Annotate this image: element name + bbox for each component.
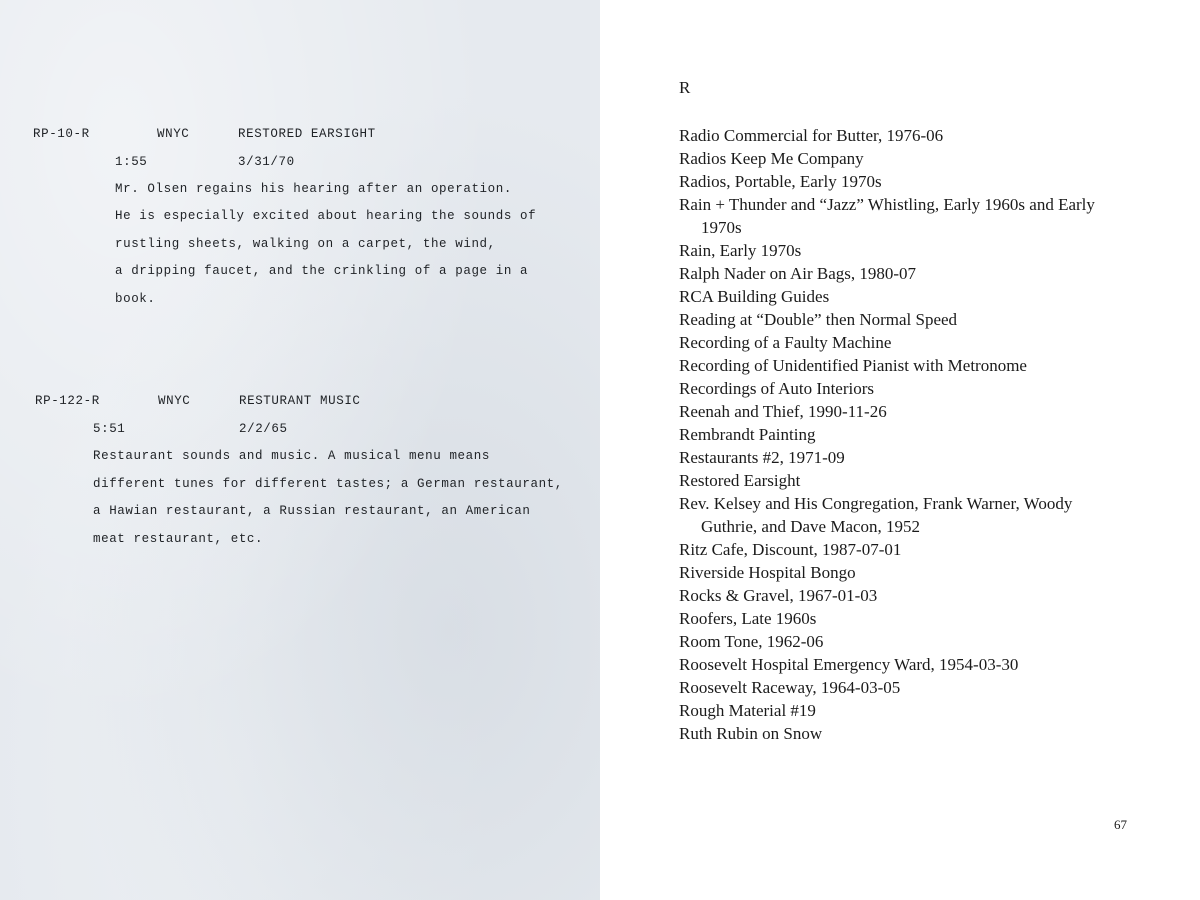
card-date: 2/2/65 xyxy=(239,422,288,436)
card-duration: 5:51 xyxy=(93,422,126,436)
card-description-line: Mr. Olsen regains his hearing after an operation. xyxy=(115,182,512,196)
card-description-line: rustling sheets, walking on a carpet, the wind, xyxy=(115,237,496,251)
index-entry-list xyxy=(679,124,1124,745)
index-entry: Rocks & Gravel, 1967-01-03 xyxy=(679,586,878,605)
index-entry: Roosevelt Raceway, 1964-03-05 xyxy=(679,678,901,697)
index-entry: Recording of a Faulty Machine xyxy=(679,333,892,352)
index-entry: Recordings of Auto Interiors xyxy=(679,379,874,398)
card-duration: 1:55 xyxy=(115,155,148,169)
card-date: 3/31/70 xyxy=(238,155,295,169)
index-entry: Recording of Unidentified Pianist with Metronome xyxy=(679,356,1027,375)
index-entry: Roofers, Late 1960s xyxy=(679,609,817,628)
index-entry: Riverside Hospital Bongo xyxy=(679,563,856,582)
index-entry: Restaurants #2, 1971-09 xyxy=(679,448,845,467)
index-entry: Room Tone, 1962-06 xyxy=(679,632,824,651)
index-entry: Reenah and Thief, 1990-11-26 xyxy=(679,402,887,421)
index-entry: Roosevelt Hospital Emergency Ward, 1954-03-30 xyxy=(679,655,1019,674)
index-entry: Restored Earsight xyxy=(679,471,801,490)
card-description-line: a dripping faucet, and the crinkling of a page in a xyxy=(115,264,529,278)
index-entry: Ruth Rubin on Snow xyxy=(679,724,823,743)
index-entry: Rain + Thunder and “Jazz” Whistling, Early 1960s and Early 1970s xyxy=(679,195,1095,237)
index-entry: RCA Building Guides xyxy=(679,287,830,306)
index-entry: Ritz Cafe, Discount, 1987-07-01 xyxy=(679,540,902,559)
card-description-line: a Hawian restaurant, a Russian restaurant, an American xyxy=(93,504,531,518)
index-entry: Radios, Portable, Early 1970s xyxy=(679,172,882,191)
index-entry: Rain, Early 1970s xyxy=(679,241,802,260)
page-number: 67 xyxy=(1114,817,1127,832)
index-entry: Radio Commercial for Butter, 1976-06 xyxy=(679,126,944,145)
right-page-index xyxy=(600,0,1200,900)
card-station: WNYC xyxy=(157,127,190,141)
card-description-line: book. xyxy=(115,292,156,306)
card-description-line: meat restaurant, etc. xyxy=(93,532,264,546)
card-description-line: Restaurant sounds and music. A musical menu means xyxy=(93,449,490,463)
card-title: RESTORED EARSIGHT xyxy=(238,127,376,141)
index-section-letter: R xyxy=(679,78,691,97)
index-entry: Radios Keep Me Company xyxy=(679,149,864,168)
card-description-line: He is especially excited about hearing the sounds of xyxy=(115,209,537,223)
index-entry: Rev. Kelsey and His Congregation, Frank Warner, Woody Guthrie, and Dave Macon, 1952 xyxy=(679,494,1073,536)
card-id: RP-122-R xyxy=(35,394,100,408)
card-description-line: different tunes for different tastes; a German restaurant, xyxy=(93,477,563,491)
card-station: WNYC xyxy=(158,394,191,408)
index-entry: Ralph Nader on Air Bags, 1980-07 xyxy=(679,264,917,283)
index-entry: Rembrandt Painting xyxy=(679,425,816,444)
card-id: RP-10-R xyxy=(33,127,90,141)
index-entry: Rough Material #19 xyxy=(679,701,816,720)
index-entry: Reading at “Double” then Normal Speed xyxy=(679,310,958,329)
card-title: RESTURANT MUSIC xyxy=(239,394,361,408)
